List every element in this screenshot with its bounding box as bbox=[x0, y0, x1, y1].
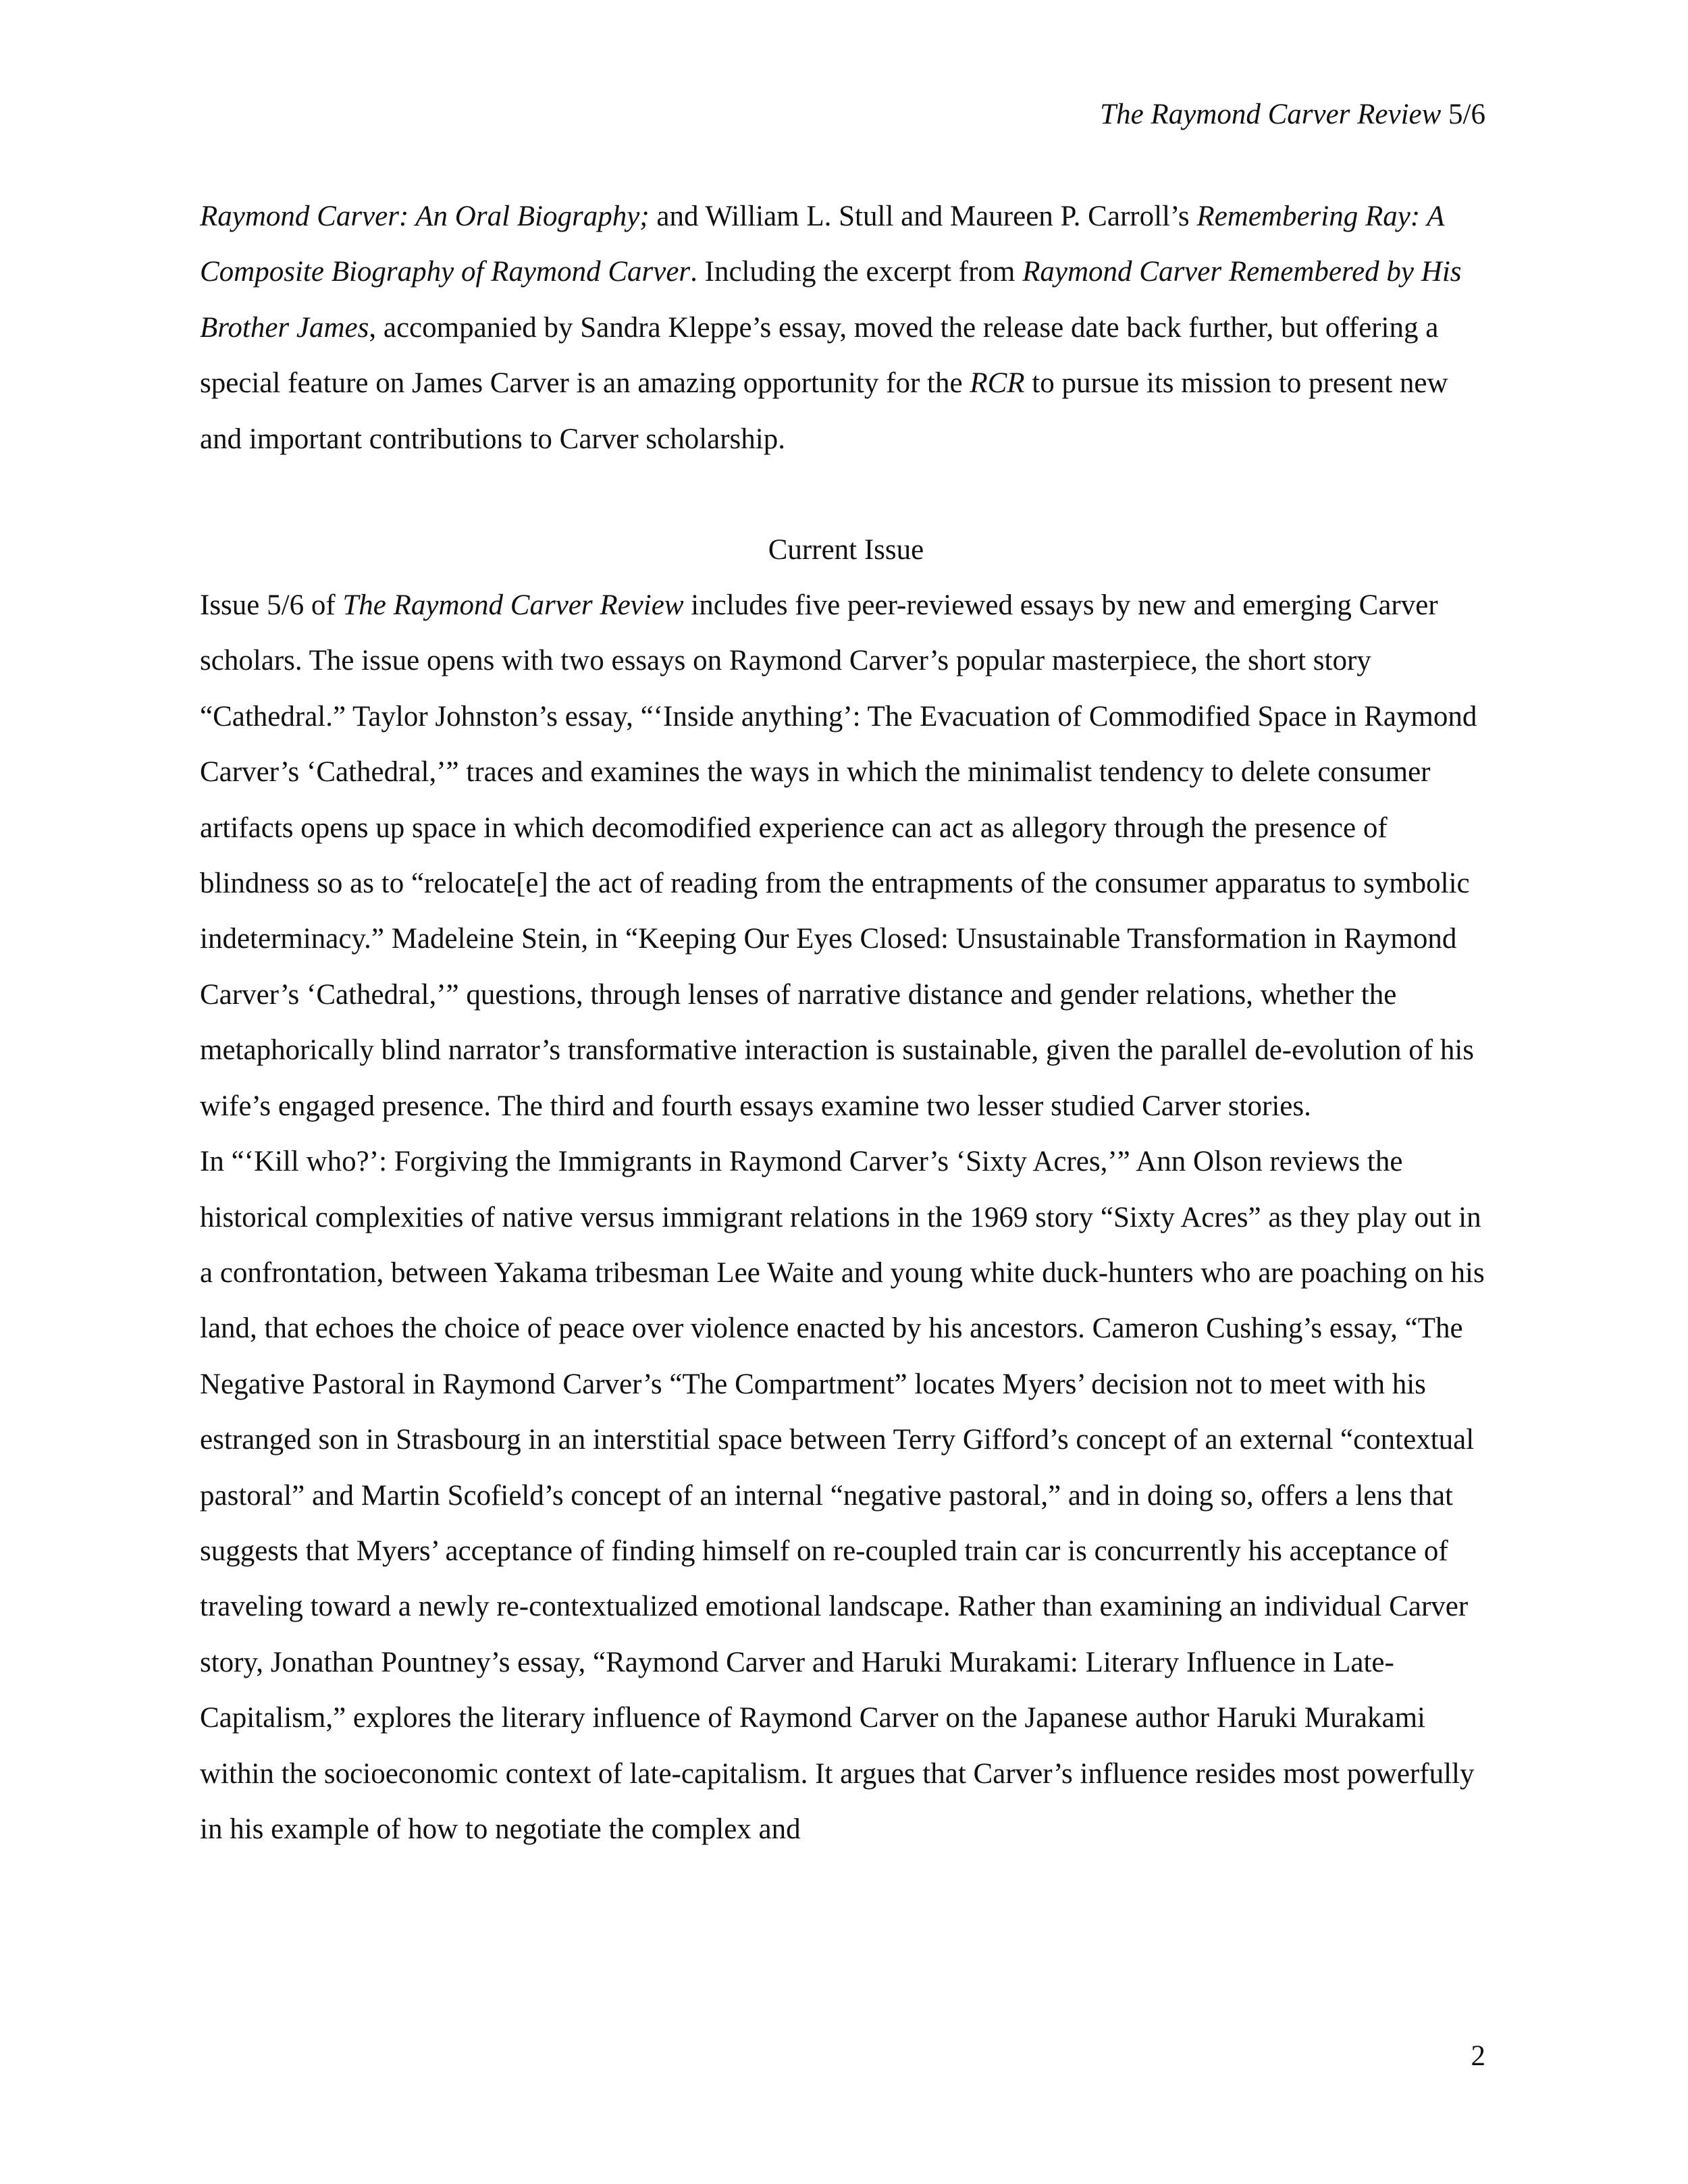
current-issue-paragraph-2 bbox=[200, 1134, 1492, 1857]
intro-paragraph bbox=[200, 189, 1492, 467]
issue-number: 5/6 bbox=[1448, 99, 1485, 130]
section-heading: Current Issue bbox=[768, 534, 924, 566]
text-run: Issue 5/6 of bbox=[200, 589, 343, 622]
text-run: includes five peer-reviewed essays by new and emerging Carver scholars. The issue opens with two essays on Raymond Carver’s popular masterpiece, the short story “Cathedral.” Taylor Johnston’s essay, “‘Inside anything’: The Evacuation of Commodified Space in Raymond Carver’s ‘Cathedral,’” traces and examines the ways in which the minimalist tendency to delete consumer artifacts opens up space in which decomodified experience can act as allegory through the presence of blindness so as to “relocate[e] the act of reading from the entrapments of the consumer apparatus to symbolic indeterminacy.” Madeleine Stein, in “Keeping Our Eyes Closed: Unsustainable Transformation in Raymond Carver’s ‘Cathedral,’” questions, through lenses of narrative distance and gender relations, whether the metaphorically blind narrator’s transformative interaction is sustainable, given the parallel de-evolution of his wife’s engaged presence. The third and fourth essays examine two lesser studied Carver stories. bbox=[200, 589, 1477, 1122]
text-run: In “‘Kill who?’: Forgiving the Immigrants in Raymond Carver’s ‘Sixty Acres,’” Ann Olson reviews the historical complexities of native versus immigrant relations in the 1969 story “Sixty Acres” as they play out in a confrontation, between Yakama tribesman Lee Waite and young white duck-hunters who are poaching on his land, that echoes the choice of peace over violence enacted by his ancestors. Cameron Cushing’s essay, “The Negative Pastoral in Raymond Carver’s “The Compartment” locates Myers’ decision not to meet with his estranged son in Strasbourg in an interstitial space between Terry Gifford’s concept of an external “contextual pastoral” and Martin Scofield’s concept of an internal “negative pastoral,” and in doing so, offers a lens that suggests that Myers’ acceptance of finding himself on re-coupled train car is concurrently his acceptance of traveling toward a newly re-contextualized emotional landscape. Rather than examining an individual Carver story, Jonathan Pountney’s essay, “Raymond Carver and Haruki Murakami: Literary Influence in Late-Capitalism,” explores the literary influence of Raymond Carver on the Japanese author Haruki Murakami within the socioeconomic context of late-capitalism. It argues that Carver’s influence resides most powerfully in his example of how to negotiate the complex and bbox=[200, 1146, 1485, 1845]
text-run: to pursue its mission to present new and important contributions to Carver scholarship. bbox=[200, 367, 1448, 455]
text-run: and William L. Stull and Maureen P. Carroll’s bbox=[649, 201, 1197, 232]
text-run: , accompanied by Sandra Kleppe’s essay, moved the release date back further, but offering a special feature on James Carver is an amazing opportunity for the bbox=[200, 311, 1439, 400]
italic-text-run: The Raymond Carver Review bbox=[342, 589, 684, 622]
body-text bbox=[200, 189, 1492, 1857]
italic-text-run: Raymond Carver Remembered by His Brother James bbox=[200, 256, 1462, 344]
italic-text-run: RCR bbox=[970, 367, 1025, 400]
journal-title: The Raymond Carver Review bbox=[1100, 99, 1442, 130]
running-header bbox=[1100, 96, 1485, 134]
current-issue-paragraph-1 bbox=[200, 578, 1492, 1134]
italic-text-run: Raymond Carver: An Oral Biography; bbox=[200, 201, 650, 232]
italic-text-run: Remembering Ray: A Composite Biography of Raymond Carver bbox=[200, 201, 1444, 288]
page-number: 2 bbox=[1471, 2040, 1485, 2072]
text-run: . Including the excerpt from bbox=[690, 256, 1023, 288]
